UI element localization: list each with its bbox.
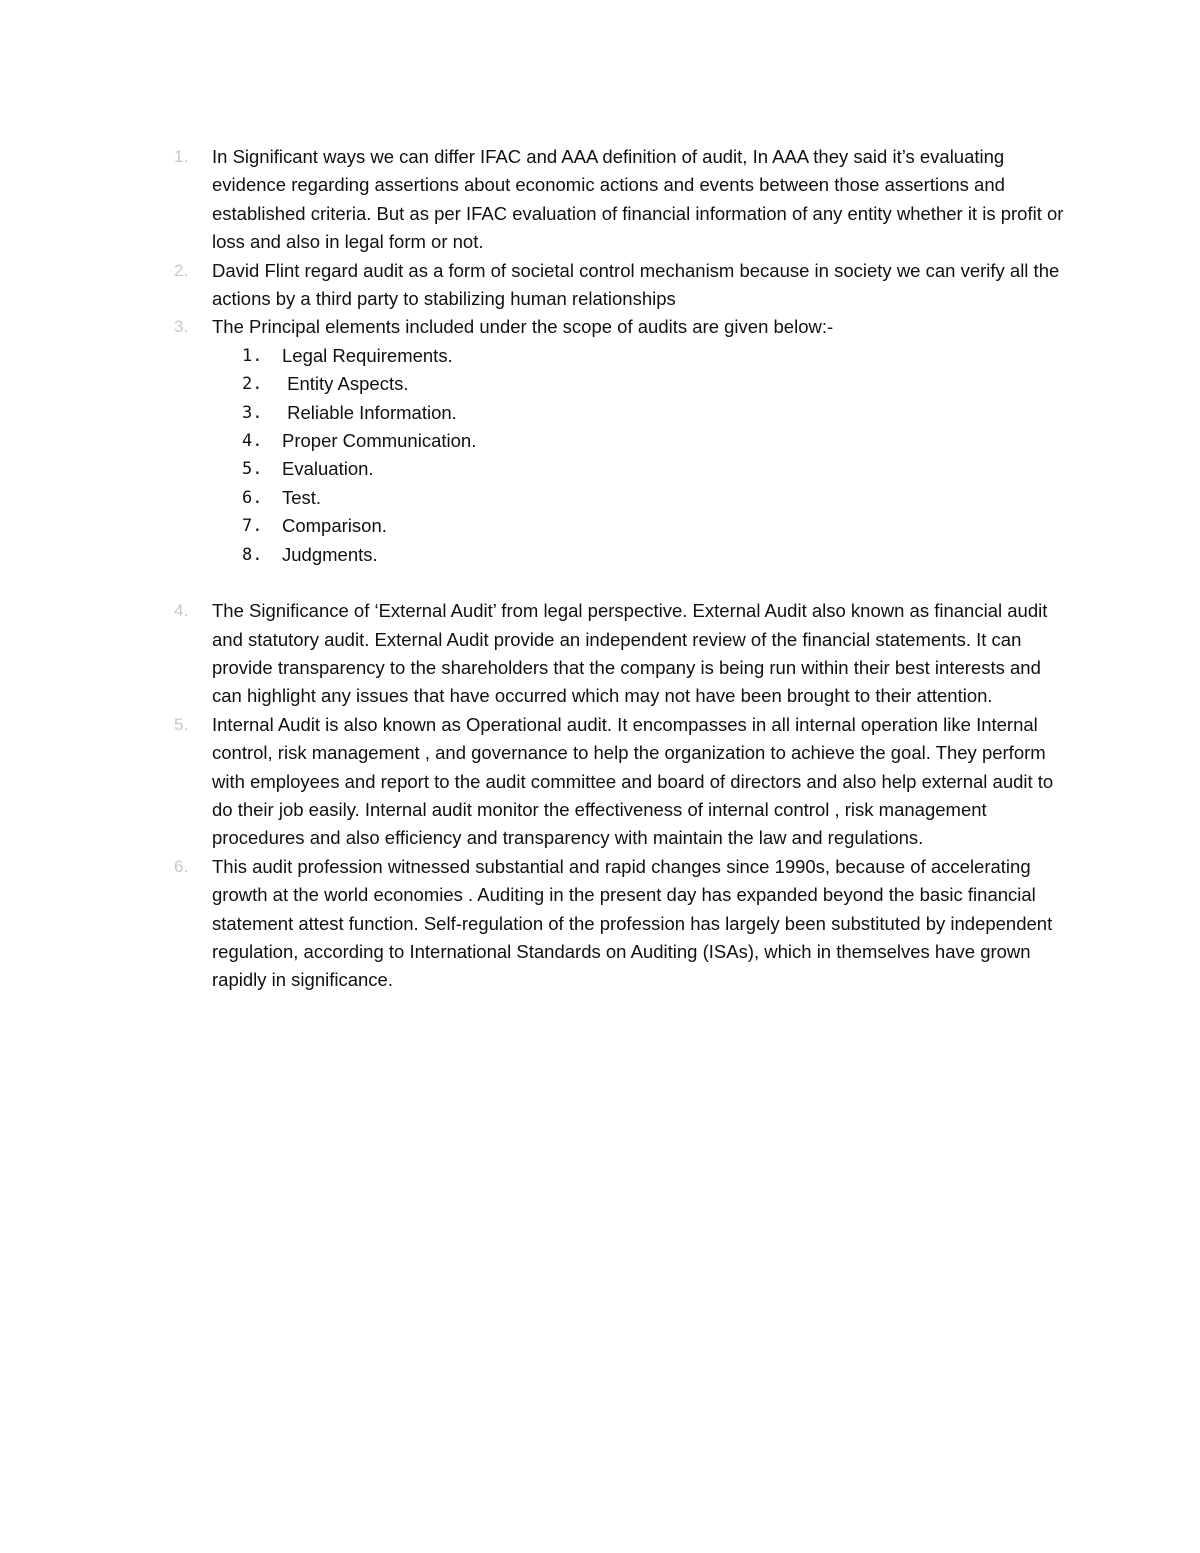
list-item-text: This audit profession witnessed substantial and rapid changes since 1990s, because of accelerating growth at the world economies . Auditing in the present day has expanded beyond the basic financial statement attest function. Self-regulation of the profession has largely been substituted by independent regulation, according to International Standards on Auditing (ISAs), which in themselves have grown rapidly in significance. (212, 855, 1053, 991)
sublist-item (242, 512, 1074, 540)
sublist-item-number: 7. (242, 516, 263, 537)
sublist-item-number: 1. (242, 345, 263, 366)
paragraph-spacer (174, 569, 1074, 597)
sublist-item (242, 427, 1074, 455)
list-item (174, 597, 1074, 711)
sublist-item-text: Judgments. (282, 543, 378, 565)
sublist-item-text: Comparison. (282, 515, 387, 537)
sublist-item (242, 342, 1074, 370)
sublist-item-number: 2. (242, 374, 263, 395)
list-item-text: In Significant ways we can differ IFAC and AAA definition of audit, In AAA they said it’s evaluating evidence regarding assertions about economic actions and events between those assertions and established criteria. But as per IFAC evaluation of financial information of any entity whether it is profit or loss and also in legal form or not. (212, 146, 1064, 253)
sublist-item (242, 541, 1074, 569)
list-item (174, 257, 1074, 314)
list-item-number: 5. (174, 714, 189, 734)
sublist-item (242, 455, 1074, 483)
sublist-item-text: Legal Requirements. (282, 344, 453, 366)
sublist-item-text: Entity Aspects. (282, 373, 409, 395)
sublist-item-text: Test. (282, 486, 322, 508)
list-item (174, 313, 1074, 341)
list-item-text: The Principal elements included under the scope of audits are given below:- (212, 316, 834, 338)
list-item-number: 3. (174, 317, 189, 337)
list-item-number: 4. (174, 601, 189, 621)
sublist-item-number: 6. (242, 487, 263, 508)
list-item (174, 143, 1074, 257)
sublist-item-number: 3. (242, 402, 263, 423)
sublist-item-number: 4. (242, 431, 263, 452)
list-item (174, 711, 1074, 853)
sublist-item-number: 5. (242, 459, 263, 480)
principal-elements-list (174, 342, 1074, 569)
list-item-text: The Significance of ‘External Audit’ from legal perspective. External Audit also known as financial audit and statutory audit. External Audit provide an independent review of the financial statements. It can provide transparency to the shareholders that the company is being run within their best interests and can highlight any issues that have occurred which may not have been brought to their attention. (212, 600, 1048, 707)
list-item (174, 853, 1074, 995)
sublist-item (242, 370, 1074, 398)
list-item-number: 1. (174, 147, 189, 166)
document-body (174, 143, 1074, 995)
list-item-number: 6. (174, 856, 189, 876)
list-item-number: 2. (174, 260, 189, 280)
list-item-text: David Flint regard audit as a form of societal control mechanism because in society we can verify all the actions by a third party to stabilizing human relationships (212, 259, 1060, 310)
sublist-item-text: Reliable Information. (282, 401, 457, 423)
sublist-item-number: 8. (242, 544, 263, 565)
sublist-item-text: Proper Communication. (282, 430, 477, 452)
sublist-item (242, 484, 1074, 512)
list-item-text: Internal Audit is also known as Operational audit. It encompasses in all internal operation like Internal control, risk management , and governance to help the organization to achieve the goal. They perform with employees and report to the audit committee and board of directors and also help external audit to do their job easily. Internal audit monitor the effectiveness of internal control , risk management procedures and also efficiency and transparency with maintain the law and regulations. (212, 713, 1054, 849)
sublist-item-text: Evaluation. (282, 458, 374, 480)
sublist-item (242, 399, 1074, 427)
